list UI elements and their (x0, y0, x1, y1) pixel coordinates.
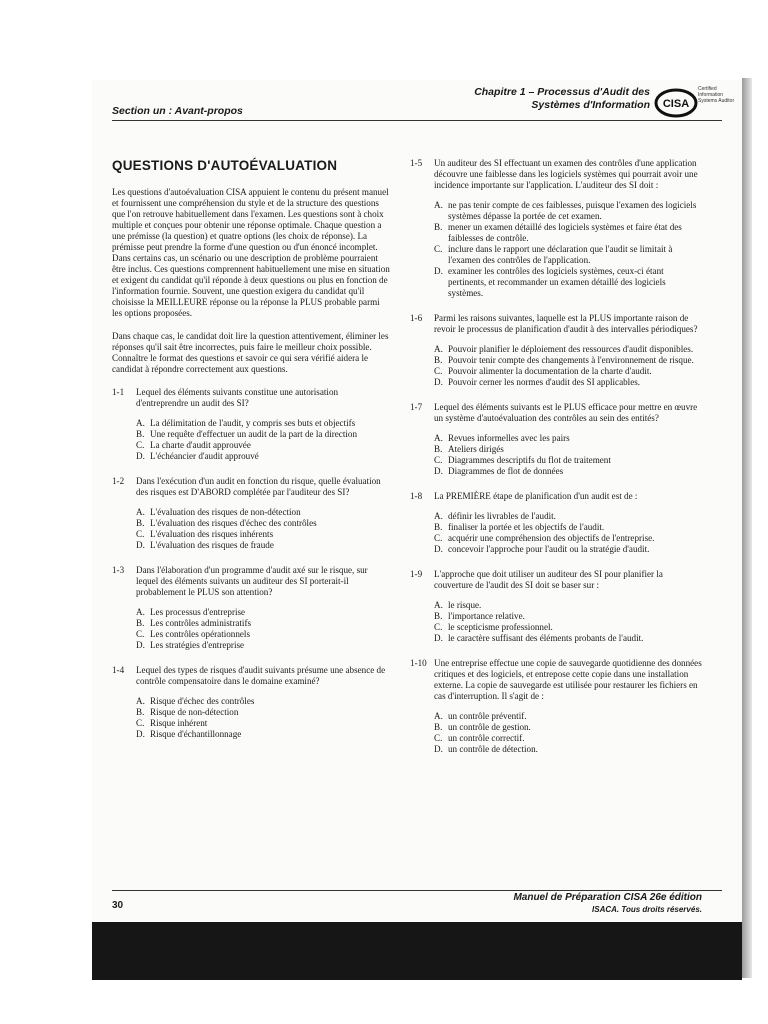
section-title: Section un : Avant-propos (112, 105, 243, 117)
option-letter: A. (136, 607, 145, 617)
option-letter: D. (434, 544, 443, 554)
answer-options (434, 600, 702, 644)
logo-caption: Certified Information Systems Auditor (698, 86, 735, 104)
page-number: 30 (112, 900, 124, 911)
answer-option (136, 418, 392, 429)
option-text: Une requête d'effectuer un audit de la part de la direction (150, 429, 357, 439)
answer-option (136, 718, 392, 729)
option-text: L'échéancier d'audit approuvé (150, 451, 259, 461)
question-number: 1-5 (410, 158, 423, 168)
answer-options (136, 607, 392, 651)
answer-option (434, 744, 702, 755)
page-title: QUESTIONS D'AUTOÉVALUATION (112, 158, 338, 173)
option-letter: B. (136, 707, 145, 717)
option-text: Risque inhérent (150, 718, 208, 728)
answer-option (434, 455, 702, 466)
answer-option (434, 711, 702, 722)
right-questions (410, 158, 702, 755)
answer-option (434, 344, 702, 355)
option-letter: A. (434, 344, 443, 354)
question-stem: Dans l'exécution d'un audit en fonction du risque, quelle évaluation des risques est D'ABORD complétée par l'auditeur des SI? (136, 476, 381, 497)
question-number: 1-7 (410, 402, 423, 412)
option-text: mener un examen détaillé des logiciels systèmes et faire état des faiblesses de contrôle. (448, 222, 682, 243)
intro-paragraph-1: Les questions d'autoévaluation CISA appuient le contenu du présent manuel et fournissent une compréhension du style et de la structure des questions que l'on retrouve habituellement dans l'examen. Les questions sont à choix multiple et conçues pour obtenir une réponse optimale. Chaque question a une prémisse (la question) et quatre options (les choix de réponse). La prémisse peut prendre la forme d'une question ou d'un énoncé incomplet. Dans certains cas, un scénario ou une description de problème pourraient être inclus. Ces questions comprennent habituellement une mise en situation et exigent du candidat qu'il réponde à deux questions ou plus en fonction de l'information fournie. Souvent, une question exigera du candidat qu'il choisisse la MEILLEURE réponse ou la réponse la PLUS probable parmi les options proposées. (112, 187, 390, 318)
option-text: le risque. (448, 600, 482, 610)
option-text: définir les livrables de l'audit. (448, 511, 556, 521)
option-letter: C. (136, 529, 145, 539)
option-text: inclure dans le rapport une déclaration que l'audit se limitait à l'examen des contrôles de l'application. (448, 244, 673, 265)
answer-option (434, 622, 702, 633)
answer-option (434, 266, 702, 299)
option-text: examiner les contrôles des logiciels systèmes, ceux-ci étant pertinents, et recommander un examen détaillé des logiciels systèmes. (448, 266, 666, 298)
question-number: 1-8 (410, 491, 423, 501)
scan-shadow (92, 922, 742, 980)
intro-paragraph-2: Dans chaque cas, le candidat doit lire la question attentivement, éliminer les réponses qu'il sait être incorrectes, puis faire le meilleur choix possible. Connaître le format des questions et savoir ce qui sera vérifié aidera le candidat à répondre correctement aux questions. (112, 331, 389, 374)
option-text: un contrôle de gestion. (448, 722, 531, 732)
header-rule (112, 120, 722, 121)
chapter-heading (460, 86, 650, 112)
answer-option (136, 729, 392, 740)
option-text: L'évaluation des risques de fraude (150, 540, 274, 550)
answer-option (434, 433, 702, 444)
option-text: Pouvoir planifier le déploiement des ressources d'audit disponibles. (448, 344, 694, 354)
answer-option (434, 722, 702, 733)
option-letter: A. (136, 507, 145, 517)
question-stem: L'approche que doit utiliser un auditeur des SI pour planifier la couverture de l'audit des SI doit se baser sur : (434, 569, 663, 590)
option-text: finaliser la portée et les objectifs de l'audit. (448, 522, 605, 532)
option-text: L'évaluation des risques d'échec des contrôles (150, 518, 317, 528)
answer-option (434, 200, 702, 222)
left-questions (112, 387, 392, 740)
answer-option (434, 600, 702, 611)
answer-option (136, 518, 392, 529)
option-letter: D. (434, 377, 443, 387)
page-edge (742, 78, 752, 978)
question-stem: Lequel des éléments suivants est le PLUS efficace pour mettre en œuvre un système d'autoévaluation des contrôles au sein des entités? (434, 402, 698, 423)
question-number: 1-10 (410, 658, 427, 668)
question-number: 1-1 (112, 387, 125, 397)
answer-options (136, 696, 392, 740)
option-letter: B. (136, 429, 145, 439)
footer-rule (112, 890, 722, 891)
answer-option (434, 511, 702, 522)
option-letter: C. (434, 622, 443, 632)
option-letter: B. (434, 722, 443, 732)
option-text: acquérir une compréhension des objectifs de l'entreprise. (448, 533, 655, 543)
option-letter: A. (434, 711, 443, 721)
answer-option (434, 355, 702, 366)
option-text: un contrôle préventif. (448, 711, 527, 721)
question (410, 402, 702, 424)
option-text: Ateliers dirigés (448, 444, 504, 454)
option-letter: C. (434, 533, 443, 543)
answer-option (136, 529, 392, 540)
option-letter: B. (136, 618, 145, 628)
question-stem: Lequel des éléments suivants constitue une autorisation d'entreprendre un audit des SI? (136, 387, 339, 408)
option-text: Pouvoir cerner les normes d'audit des SI applicables. (448, 377, 641, 387)
option-text: Les contrôles opérationnels (150, 629, 251, 639)
option-text: Pouvoir alimenter la documentation de la charte d'audit. (448, 366, 652, 376)
answer-options (434, 511, 702, 555)
option-letter: A. (434, 600, 443, 610)
answer-option (136, 629, 392, 640)
question (112, 665, 392, 687)
option-letter: B. (434, 222, 443, 232)
option-text: un contrôle de détection. (448, 744, 538, 754)
option-letter: A. (434, 433, 443, 443)
answer-option (434, 466, 702, 477)
option-letter: C. (434, 244, 443, 254)
answer-option (434, 633, 702, 644)
answer-option (434, 222, 702, 244)
chapter-line-1: Chapitre 1 – Processus d'Audit des (474, 86, 650, 98)
answer-options (136, 507, 392, 551)
chapter-line-2: Systèmes d'Information (531, 99, 650, 111)
option-letter: D. (136, 540, 145, 550)
option-letter: D. (434, 744, 443, 754)
answer-option (434, 444, 702, 455)
option-letter: B. (434, 522, 443, 532)
answer-options (434, 433, 702, 477)
right-column (410, 158, 702, 769)
option-letter: A. (434, 200, 443, 210)
question (410, 658, 702, 702)
question-stem: Parmi les raisons suivantes, laquelle est la PLUS importante raison de revoir le processus de planification d'audit à des intervalles périodiques? (434, 313, 698, 334)
option-text: Pouvoir tenir compte des changements à l'environnement de risque. (448, 355, 694, 365)
option-letter: B. (136, 518, 145, 528)
left-column (112, 160, 392, 754)
question-stem: La PREMIÈRE étape de planification d'un audit est de : (434, 491, 638, 501)
option-letter: D. (434, 466, 443, 476)
option-letter: D. (434, 266, 443, 276)
answer-option (434, 611, 702, 622)
document-page (92, 80, 742, 970)
option-letter: C. (434, 366, 443, 376)
option-text: La charte d'audit approuvée (150, 440, 251, 450)
option-text: Risque d'échantillonnage (150, 729, 242, 739)
option-text: La délimitation de l'audit, y compris ses buts et objectifs (150, 418, 356, 428)
option-letter: D. (136, 640, 145, 650)
answer-option (434, 366, 702, 377)
answer-option (434, 733, 702, 744)
answer-option (136, 440, 392, 451)
option-letter: D. (136, 729, 145, 739)
option-text: Revues informelles avec les pairs (448, 433, 570, 443)
answer-options (434, 711, 702, 755)
question-stem: Dans l'élaboration d'un programme d'audit axé sur le risque, sur lequel des éléments suivants un auditeur des SI porterait-il probablement le PLUS son attention? (136, 565, 368, 597)
option-text: le scepticisme professionnel. (448, 622, 553, 632)
answer-option (434, 377, 702, 388)
option-letter: D. (136, 451, 145, 461)
question (112, 565, 392, 598)
question (410, 491, 702, 502)
question (410, 569, 702, 591)
option-letter: B. (434, 444, 443, 454)
question-stem: Lequel des types de risques d'audit suivants présume une absence de contrôle compensatoire dans le domaine examiné? (136, 665, 386, 686)
answer-option (136, 640, 392, 651)
answer-option (136, 618, 392, 629)
answer-option (136, 696, 392, 707)
option-text: Les stratégies d'entreprise (150, 640, 245, 650)
question-number: 1-4 (112, 665, 125, 675)
question (410, 313, 702, 335)
answer-option (434, 244, 702, 266)
svg-text:CISA: CISA (662, 98, 690, 110)
option-text: L'évaluation des risques inhérents (150, 529, 274, 539)
option-text: le caractère suffisant des éléments probants de l'audit. (448, 633, 644, 643)
answer-options (434, 344, 702, 388)
option-text: Diagrammes descriptifs du flot de traitement (448, 455, 611, 465)
option-text: Risque de non-détection (150, 707, 239, 717)
question (410, 158, 702, 191)
question-stem: Une entreprise effectue une copie de sauvegarde quotidienne des données critiques et des logiciels, et entrepose cette copie dans une installation externe. La copie de sauvegarde est utilisée pour restaurer les fichiers en cas d'interruption. Il s'agit de : (434, 658, 702, 701)
cisa-logo-icon (654, 88, 698, 118)
answer-option (136, 429, 392, 440)
option-letter: A. (136, 418, 145, 428)
book-title: Manuel de Préparation CISA 26e édition (513, 892, 702, 903)
answer-options (434, 200, 702, 299)
question-stem: Un auditeur des SI effectuant un examen des contrôles d'une application découvre une faiblesse dans les logiciels systèmes qui pourrait avoir une incidence importante sur l'application. L'auditeur des SI doit : (434, 158, 698, 190)
option-text: concevoir l'approche pour l'audit ou la stratégie d'audit. (448, 544, 650, 554)
question (112, 476, 392, 498)
option-letter: A. (136, 696, 145, 706)
question-number: 1-9 (410, 569, 423, 579)
option-text: l'importance relative. (448, 611, 525, 621)
question-number: 1-6 (410, 313, 423, 323)
answer-option (434, 544, 702, 555)
option-text: Risque d'échec des contrôles (150, 696, 255, 706)
answer-option (136, 707, 392, 718)
answer-option (136, 607, 392, 618)
option-text: un contrôle correctif. (448, 733, 525, 743)
option-letter: C. (434, 733, 443, 743)
question-number: 1-2 (112, 476, 125, 486)
option-letter: C. (136, 718, 145, 728)
option-text: Diagrammes de flot de données (448, 466, 564, 476)
copyright: ISACA. Tous droits réservés. (592, 905, 702, 914)
answer-options (136, 418, 392, 462)
option-letter: C. (136, 629, 145, 639)
option-letter: C. (136, 440, 145, 450)
answer-option (136, 507, 392, 518)
answer-option (434, 533, 702, 544)
option-text: Les processus d'entreprise (150, 607, 246, 617)
option-letter: B. (434, 611, 443, 621)
option-text: Les contrôles administratifs (150, 618, 252, 628)
question (112, 387, 392, 409)
answer-option (136, 451, 392, 462)
option-text: ne pas tenir compte de ces faiblesses, puisque l'examen des logiciels systèmes dépasse la portée de cet examen. (448, 200, 697, 221)
option-letter: D. (434, 633, 443, 643)
question-number: 1-3 (112, 565, 125, 575)
option-letter: B. (434, 355, 443, 365)
option-text: L'évaluation des risques de non-détection (150, 507, 301, 517)
answer-option (136, 540, 392, 551)
option-letter: C. (434, 455, 443, 465)
option-letter: A. (434, 511, 443, 521)
answer-option (434, 522, 702, 533)
